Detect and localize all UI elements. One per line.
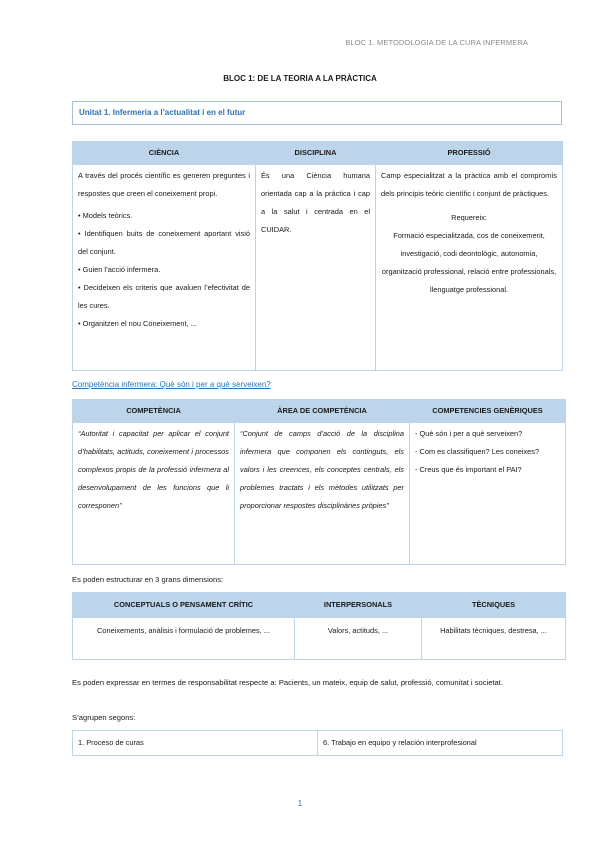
cell-professio — [376, 165, 563, 371]
header-disciplina: DISCIPLINA — [256, 142, 376, 165]
header-ciencia: CIÈNCIA — [73, 142, 256, 165]
agrupacio-table — [72, 730, 563, 756]
cell-conceptuals: Coneixements, anàlisis i formulació de problemes, ... — [73, 618, 295, 660]
header-generiques: COMPETENCIES GENÈRIQUES — [410, 400, 566, 423]
competencia-link[interactable]: Competència infermera: Què són i per a què serveixen? — [72, 380, 271, 389]
cell-ciencia — [73, 165, 256, 371]
list-item: • Decideixen els criteris que avaluen l’efectivitat de les cures. — [78, 283, 250, 310]
cell-proceso-curas: 1. Proceso de curas — [73, 731, 318, 756]
cell-generiques — [410, 423, 566, 565]
header-competencia: COMPETÈNCIA — [73, 400, 235, 423]
list-item: • Organitzen el nou Coneixement, ... — [78, 319, 197, 328]
list-item: • Models teòrics. — [78, 211, 133, 220]
cell-trabajo-equipo: 6. Trabajo en equipo y relación interprofesional — [318, 731, 563, 756]
page-title: BLOC 1: DE LA TEORIA A LA PRÀCTICA — [223, 74, 377, 83]
responsabilitat-text: Es poden expressar en termes de responsabilitat respecte a: Pacients, un mateix, equip de salut, professió, comunitat i societat. — [72, 678, 503, 687]
header-area: ÀREA DE COMPETÈNCIA — [235, 400, 410, 423]
cell-interpersonals: Valors, actituds, ... — [295, 618, 422, 660]
ciencia-text: A través del procés científic es generen preguntes i respostes que creen el coneixement propi. — [78, 171, 250, 198]
agrupen-text: S’agrupen segons: — [72, 713, 136, 722]
dimensions-table — [72, 592, 566, 660]
header-professio: PROFESSIÓ — [376, 142, 563, 165]
list-item: - Creus que és important el PAI? — [415, 465, 522, 474]
dimensions-intro: Es poden estructurar en 3 grans dimensions: — [72, 575, 224, 584]
list-item: • Identifiquen buits de coneixement aportant visió del conjunt. — [78, 229, 250, 256]
list-item: - Què són i per a què serveixen? — [415, 429, 523, 438]
professio-text: Camp especialitzat a la pràctica amb el compromís dels principis teòric científic i conjunt de pràctiques. — [381, 171, 557, 198]
header-tecniques: TÈCNIQUES — [422, 593, 566, 618]
unit-title: Unitat 1. Infermeria a l’actualitat i en el futur — [72, 101, 562, 125]
header-interpersonals: INTERPERSONALS — [295, 593, 422, 618]
list-item: - Com es classifiquen? Les coneixes? — [415, 447, 540, 456]
header-conceptuals: CONCEPTUALS O PENSAMENT CRÍTIC — [73, 593, 295, 618]
list-item: • Guien l’acció infermera. — [78, 265, 161, 274]
ciencia-disciplina-professio-table — [72, 141, 563, 371]
cell-disciplina: És una Ciència humana orientada cap a la pràctica i cap a la salut i centrada en el CUIDAR. — [256, 165, 376, 371]
running-header: BLOC 1. METODOLOGIA DE LA CURA INFERMERA — [345, 38, 528, 47]
ciencia-list — [78, 207, 250, 333]
professio-list: Formació especialitzada, cos de coneixement, investigació, codi deontològic, autonomia, organització professional, relació entre professionals, llenguatge professional. — [381, 231, 557, 294]
page-number: 1 — [297, 799, 303, 808]
competencia-table — [72, 399, 566, 565]
cell-area: “Conjunt de camps d’acció de la disciplina infermera que componen els continguts, els valors i les creences, els conceptes centrals, els problemes tractats i els mètodes utilitzats per proporcionar respostes disciplinàries pròpies” — [235, 423, 410, 565]
cell-tecniques: Habilitats tècniques, destresa, ... — [422, 618, 566, 660]
professio-requereix: Requereix: — [451, 213, 487, 222]
cell-competencia: “Autoritat i capacitat per aplicar el conjunt d’habilitats, actituds, coneixement i processos complexos propis de la professió infermera al desenvolupament de les funcions que li corresponen” — [73, 423, 235, 565]
